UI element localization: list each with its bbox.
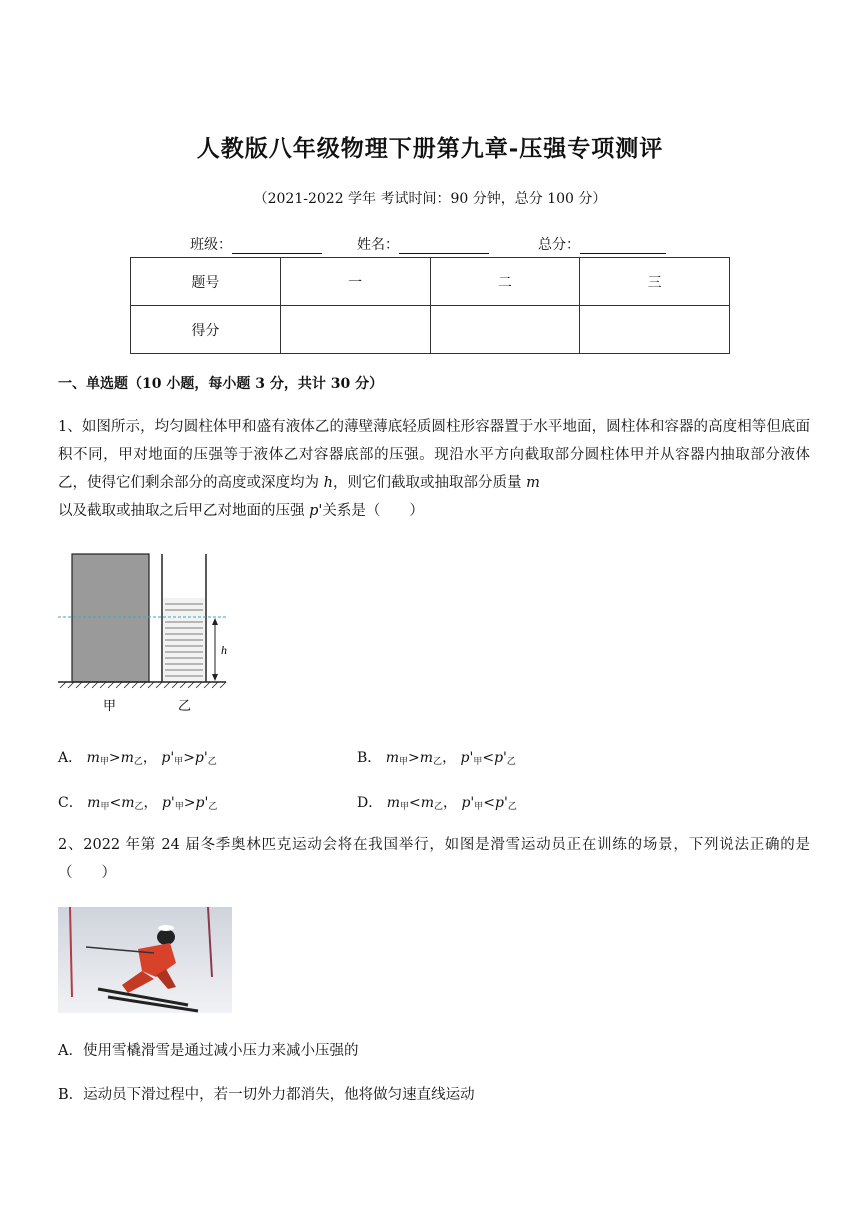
page-title: 人教版八年级物理下册第九章-压强专项测评 — [196, 135, 664, 162]
sub-yi: 乙 — [133, 757, 143, 767]
option-letter: C． — [58, 795, 83, 811]
option-letter: B． — [357, 750, 382, 766]
sub-yi: 乙 — [434, 802, 444, 812]
total-label: 总分： — [538, 237, 580, 253]
name-label: 姓名： — [357, 237, 399, 253]
total-blank — [580, 239, 666, 254]
comma: ， — [142, 750, 157, 766]
sub-jia: 甲 — [99, 757, 109, 767]
q2-option-b[interactable]: B．运动员下滑过程中，若一切外力都消失，他将做匀速直线运动 — [58, 1087, 475, 1103]
relation: < — [109, 795, 122, 811]
sym-p: p' — [195, 795, 209, 811]
variable-p: p' — [309, 503, 323, 519]
cylinder-container-figure — [58, 548, 238, 718]
sym-m: m — [386, 795, 400, 811]
sub-yi: 乙 — [207, 757, 217, 767]
comma: ， — [443, 795, 458, 811]
sub-yi: 乙 — [506, 757, 516, 767]
option-a[interactable] — [58, 747, 217, 767]
class-field — [190, 234, 322, 254]
sym-m: m — [419, 750, 434, 766]
sub-yi: 乙 — [507, 802, 517, 812]
table-row — [131, 306, 730, 354]
sym-m: m — [86, 750, 100, 766]
sub-jia: 甲 — [174, 757, 184, 767]
sym-p: p' — [495, 795, 508, 811]
total-field — [538, 234, 666, 254]
sym-m: m — [120, 750, 134, 766]
option-c[interactable] — [58, 792, 217, 812]
table-cell — [580, 306, 730, 354]
sub-jia: 甲 — [474, 802, 484, 812]
ground-hatching — [60, 682, 226, 688]
question-text: 1、如图所示，均匀圆柱体甲和盛有液体乙的薄壁薄底轻质圆柱形容器置于水平地面，圆柱体和容器的高度相等但底面积不同，甲对地面的压强等于液体乙对容器底部的压强。现沿水平方向截取部分圆柱体甲并从容器内抽取部分液体乙，使得它们剩余部分的高度或深度均为 — [58, 419, 810, 491]
sym-m: m — [385, 750, 400, 766]
relation: < — [482, 750, 495, 766]
relation: > — [183, 795, 196, 811]
relation: > — [108, 750, 121, 766]
table-cell: 一 — [280, 258, 430, 306]
table-cell — [430, 306, 580, 354]
h-arrow-head — [212, 674, 218, 681]
section-heading: 一、单选题（10 小题，每小题 3 分，共计 30 分） — [58, 376, 384, 392]
sym-p: p' — [161, 795, 175, 811]
relation: > — [183, 750, 195, 766]
sym-p: p' — [194, 750, 208, 766]
table-cell: 题号 — [131, 258, 281, 306]
sym-m: m — [121, 795, 135, 811]
sub-yi: 乙 — [208, 802, 218, 812]
cylinder-jia — [72, 554, 149, 682]
class-label: 班级： — [190, 237, 232, 253]
helmet — [157, 929, 175, 945]
h-label: h — [221, 643, 227, 657]
relation: > — [408, 750, 420, 766]
comma: ， — [143, 795, 158, 811]
class-blank — [232, 239, 322, 254]
table-row — [131, 258, 730, 306]
skier-photo — [58, 907, 232, 1013]
sym-p: p' — [461, 795, 475, 811]
relation: < — [408, 795, 421, 811]
exam-subtitle: （2021-2022 学年 考试时间：90 分钟，总分 100 分） — [253, 191, 607, 207]
name-blank — [399, 239, 489, 254]
sub-yi: 乙 — [134, 802, 144, 812]
question-text: 关系是（ ） — [322, 503, 424, 519]
option-letter: D． — [357, 795, 383, 811]
option-d[interactable] — [357, 792, 517, 812]
comma: ， — [442, 750, 457, 766]
q2-option-a[interactable]: A．使用雪橇滑雪是通过减小压力来减小压强的 — [58, 1043, 359, 1059]
sub-jia: 甲 — [399, 802, 409, 812]
table-cell — [280, 306, 430, 354]
question-text: 以及截取或抽取之后甲乙对地面的压强 — [58, 503, 305, 519]
sym-m: m — [420, 795, 434, 811]
table-cell: 三 — [580, 258, 730, 306]
sym-p: p' — [494, 750, 507, 766]
table-cell: 二 — [430, 258, 580, 306]
question-2: 2、2022 年第 24 届冬季奥林匹克运动会将在我国举行，如图是滑雪运动员正在训练的场景，下列说法正确的是（ ） — [58, 837, 810, 881]
variable-m: m — [526, 475, 540, 491]
h-arrow-head — [212, 618, 218, 625]
question-1 — [58, 413, 810, 525]
sub-jia: 甲 — [174, 802, 184, 812]
helmet — [158, 925, 174, 931]
sym-m: m — [87, 795, 101, 811]
name-field — [357, 234, 489, 254]
sub-jia: 甲 — [100, 802, 110, 812]
option-letter: A． — [58, 750, 83, 766]
yi-label: 乙 — [178, 699, 192, 714]
sub-yi: 乙 — [433, 757, 443, 767]
question-text: ，则它们截取或抽取部分质量 — [332, 475, 522, 491]
variable-h: h — [323, 475, 333, 491]
jia-label: 甲 — [103, 699, 117, 714]
table-cell: 得分 — [131, 306, 281, 354]
option-b[interactable] — [357, 747, 516, 767]
relation: < — [483, 795, 496, 811]
sym-p: p' — [460, 750, 474, 766]
score-table — [130, 257, 730, 354]
sub-jia: 甲 — [399, 757, 409, 767]
sym-p: p' — [161, 750, 175, 766]
sub-jia: 甲 — [473, 757, 483, 767]
